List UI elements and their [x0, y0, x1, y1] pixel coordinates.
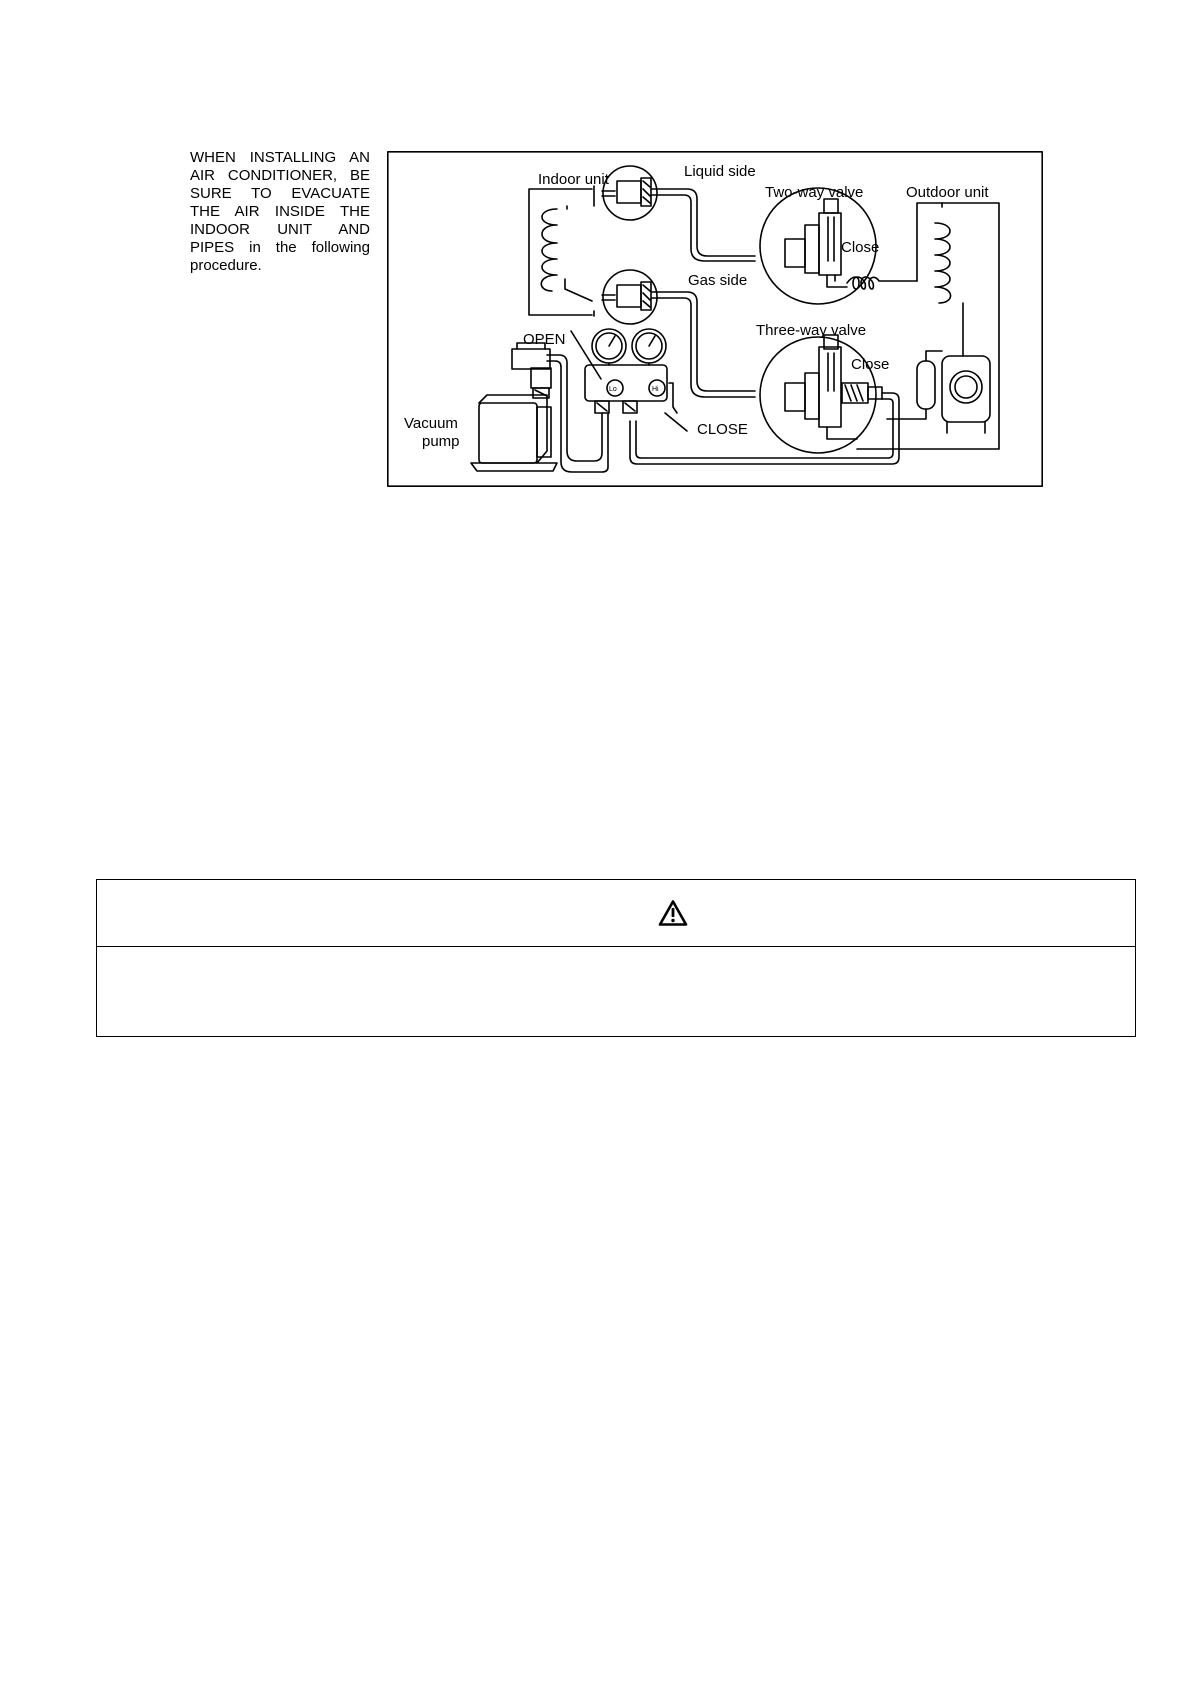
label-close-lower: Close: [851, 356, 890, 373]
label-pump: pump: [422, 433, 460, 450]
intro-line: PIPES in the following: [190, 239, 370, 256]
vacuum-pump-shape: [471, 343, 557, 471]
indoor-unit-shape: [529, 186, 594, 316]
gas-side-fitting: [602, 270, 657, 324]
two-way-valve: [760, 188, 917, 304]
label-vacuum: Vacuum: [404, 415, 458, 432]
intro-line: procedure.: [190, 257, 262, 274]
label-close-upper: Close: [841, 239, 880, 256]
charge-hose: [547, 355, 602, 461]
warning-box: [96, 879, 1136, 1037]
intro-paragraph: [190, 149, 370, 275]
warning-triangle-icon: [658, 899, 688, 927]
label-outdoor-unit: Outdoor unit: [906, 184, 989, 201]
label-lo: Lo: [609, 386, 617, 393]
intro-line: THE AIR INSIDE THE: [190, 203, 370, 220]
label-two-way-valve: Two-way valve: [765, 184, 864, 201]
label-indoor-unit: Indoor unit: [538, 171, 609, 188]
label-three-way-valve: Three-way valve: [756, 322, 867, 339]
warning-header: [97, 880, 1135, 947]
gauge-manifold: [571, 329, 687, 431]
label-liquid-side: Liquid side: [684, 163, 756, 180]
label-gas-side: Gas side: [688, 272, 748, 289]
label-open: OPEN: [523, 331, 566, 348]
intro-line: AIR CONDITIONER, BE: [190, 167, 370, 184]
evacuation-diagram: [387, 151, 1043, 487]
liquid-side-fitting: [602, 166, 657, 220]
liquid-pipe: [652, 189, 755, 256]
intro-line: SURE TO EVACUATE: [190, 185, 370, 202]
intro-line: INDOOR UNIT AND: [190, 221, 370, 238]
label-hi: Hi: [652, 386, 659, 393]
three-way-valve: [760, 335, 882, 453]
intro-line: WHEN INSTALLING AN: [190, 149, 370, 166]
warning-body: [97, 947, 1135, 1037]
label-close-caps: CLOSE: [697, 421, 748, 438]
